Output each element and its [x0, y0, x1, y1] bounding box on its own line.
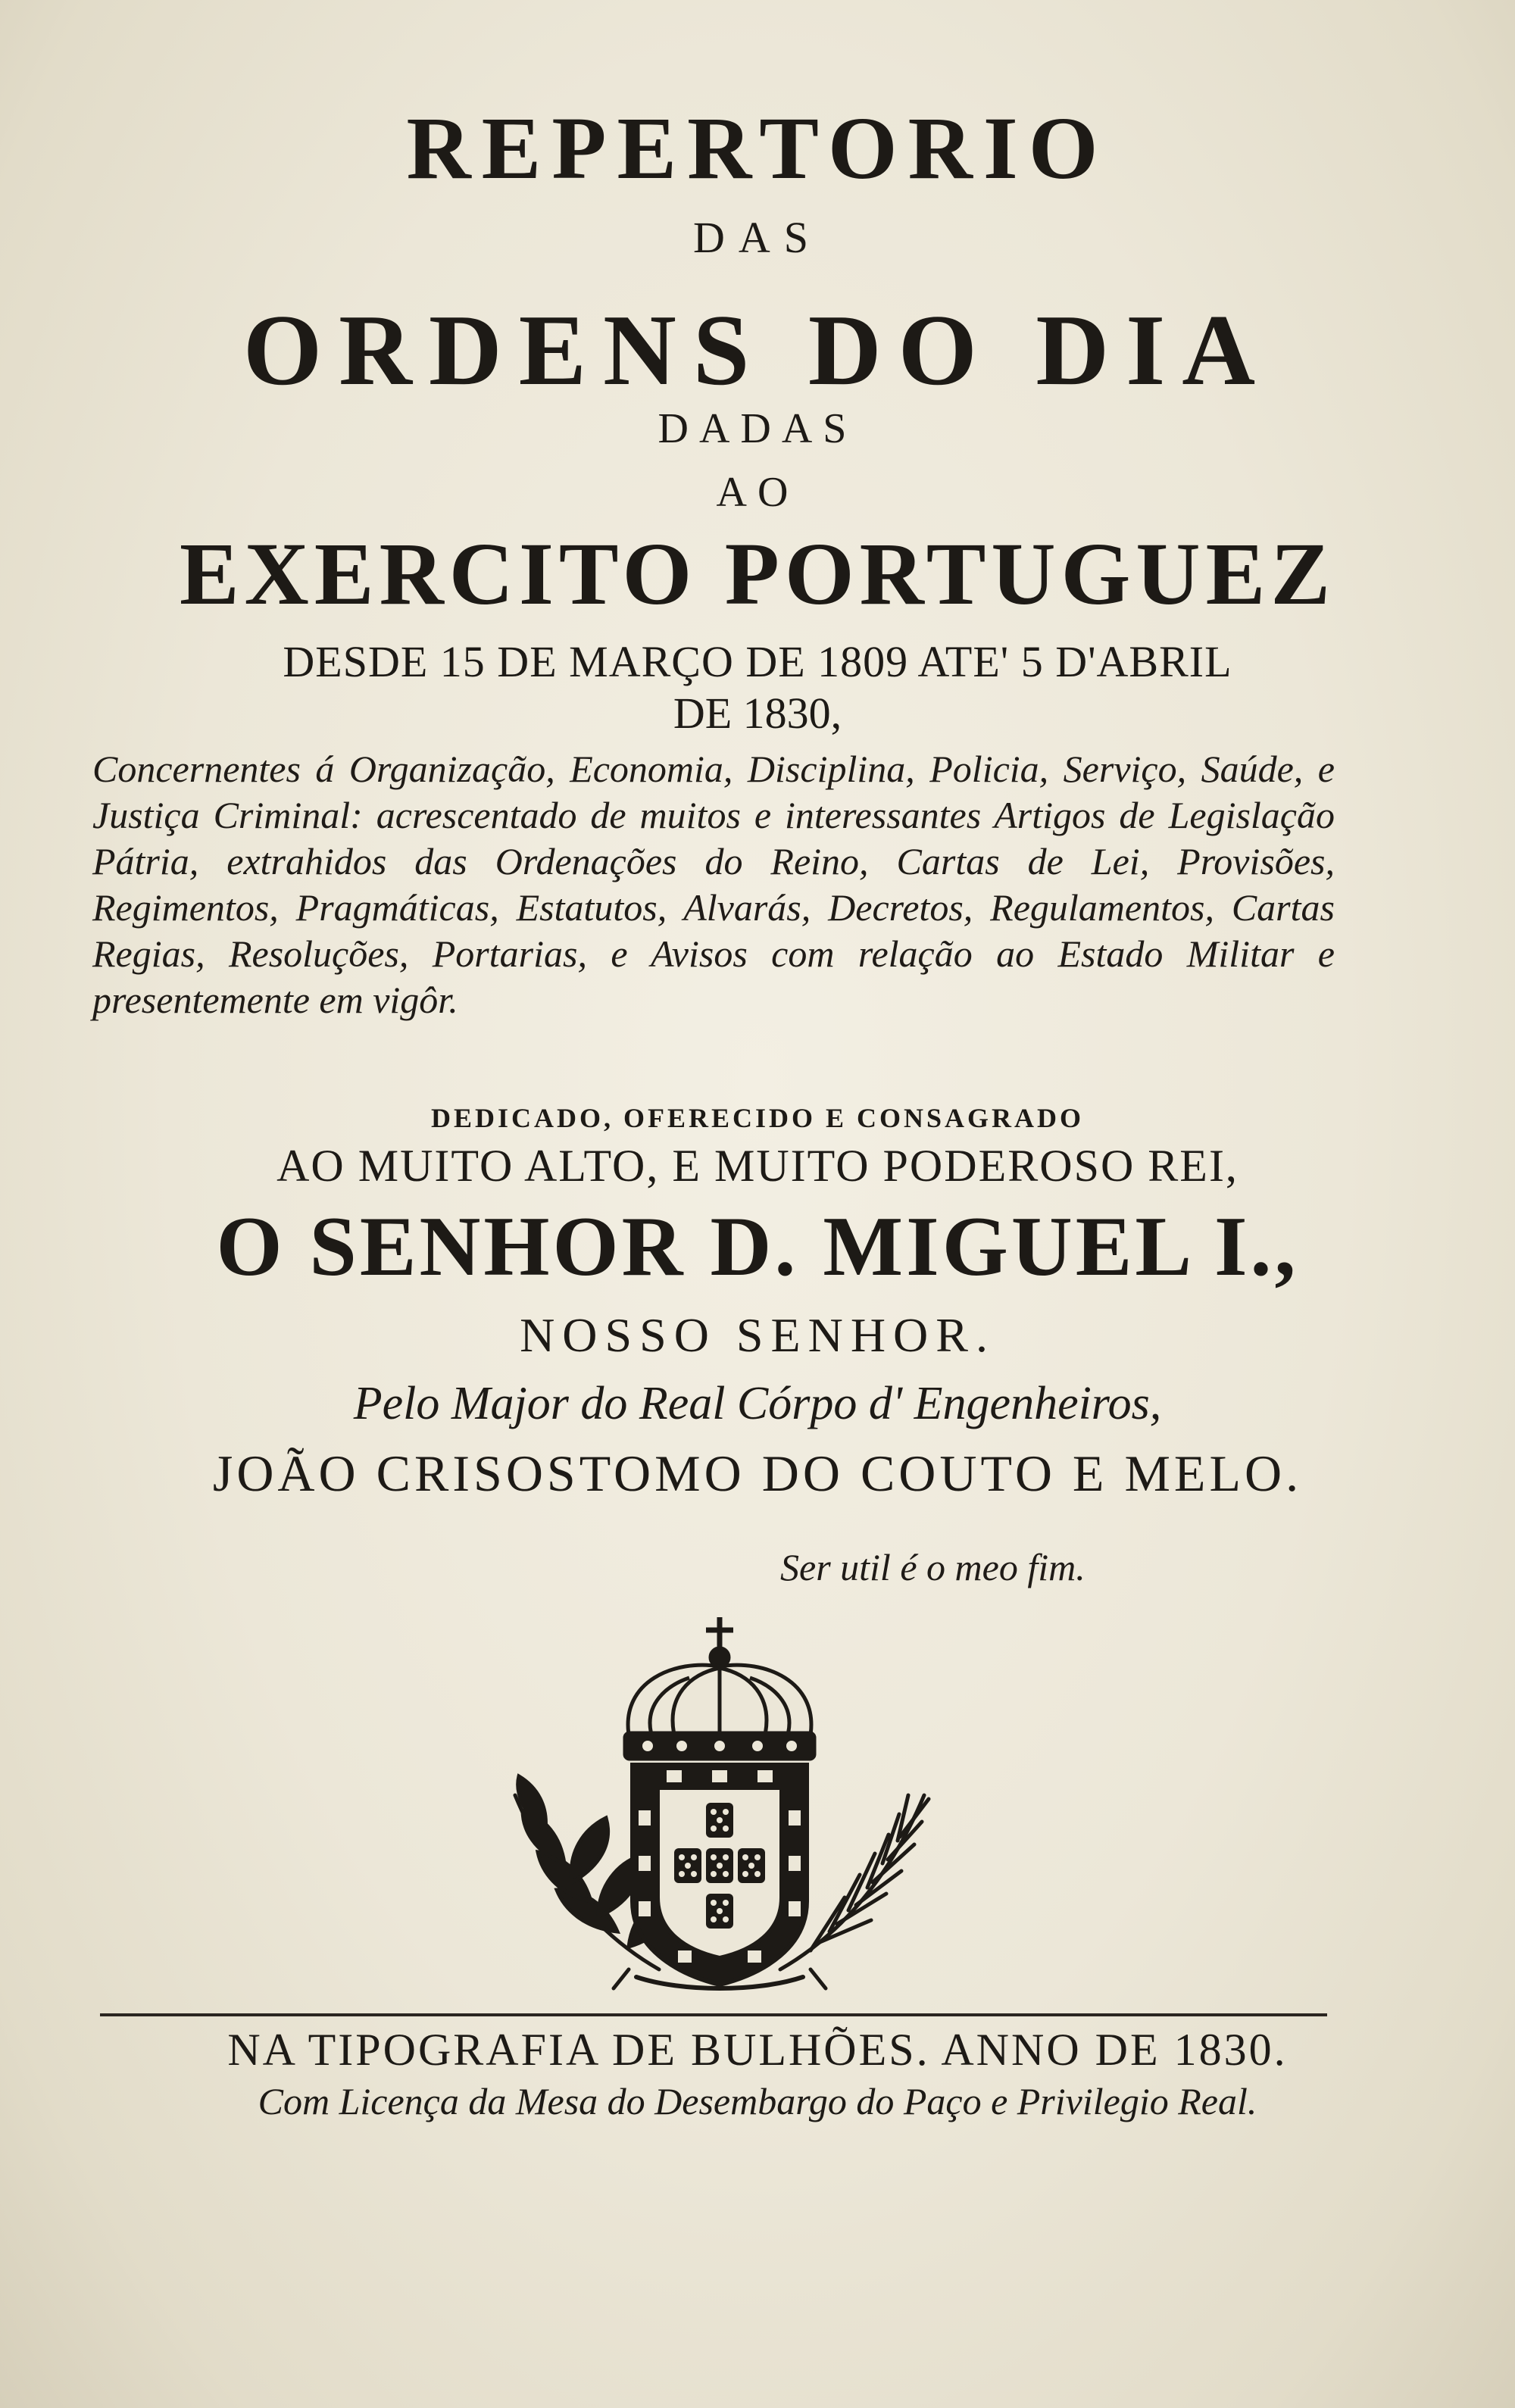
dedication-label: DEDICADO, OFERECIDO E CONSAGRADO	[430, 1103, 1085, 1133]
imprint-rule	[100, 2013, 1327, 2016]
coat-of-arms-emblem	[485, 1613, 954, 2007]
dedication-king-titles: AO MUITO ALTO, E MUITO PODEROSO REI,	[276, 1141, 1239, 1191]
dedication-king-name: O SENHOR D. MIGUEL I.,	[216, 1200, 1299, 1294]
author-rank: Pelo Major do Real Córpo d' Engenheiros,	[353, 1378, 1162, 1429]
description-paragraph: Concernentes á Organização, Economia, Disciplina, Policia, Serviço, Saúde, e Justiça Criminal: acrescentado de muitos e interessantes Artigos de Legislação Pátria, extrahidos das Ordenações do Reino, Cartas de Lei, Provisões, Regimentos, Pragmáticas, Estatutos, Alvarás, Decretos, Regulamentos, Cartas Regias, Resoluções, Portarias, e Avisos com relação ao Estado Militar e presentemente em vigôr.	[92, 748, 1335, 1021]
author-name: JOÃO CRISOSTOMO DO COUTO E MELO.	[212, 1444, 1303, 1502]
imprint-licence: Com Licença da Mesa do Desembargo do Paço e Privilegio Real.	[258, 2080, 1257, 2122]
title-dadas: DADAS	[658, 405, 857, 452]
dedication-nosso-senhor: NOSSO SENHOR.	[520, 1308, 995, 1362]
title-ao: AO	[716, 469, 799, 516]
title-date-range: DESDE 15 DE MARÇO DE 1809 ATE' 5 D'ABRIL	[283, 637, 1232, 686]
title-exercito-portuguez: EXERCITO PORTUGUEZ	[179, 524, 1336, 623]
imprint-printer: NA TIPOGRAFIA DE BULHÕES. ANNO DE 1830.	[227, 2025, 1288, 2075]
motto: Ser util é o meo fim.	[780, 1546, 1085, 1588]
title-date-end: DE 1830,	[673, 689, 842, 738]
title-das: DAS	[692, 213, 823, 262]
title-repertorio: REPERTORIO	[406, 98, 1109, 198]
title-ordens-do-dia: ORDENS DO DIA	[242, 294, 1273, 406]
